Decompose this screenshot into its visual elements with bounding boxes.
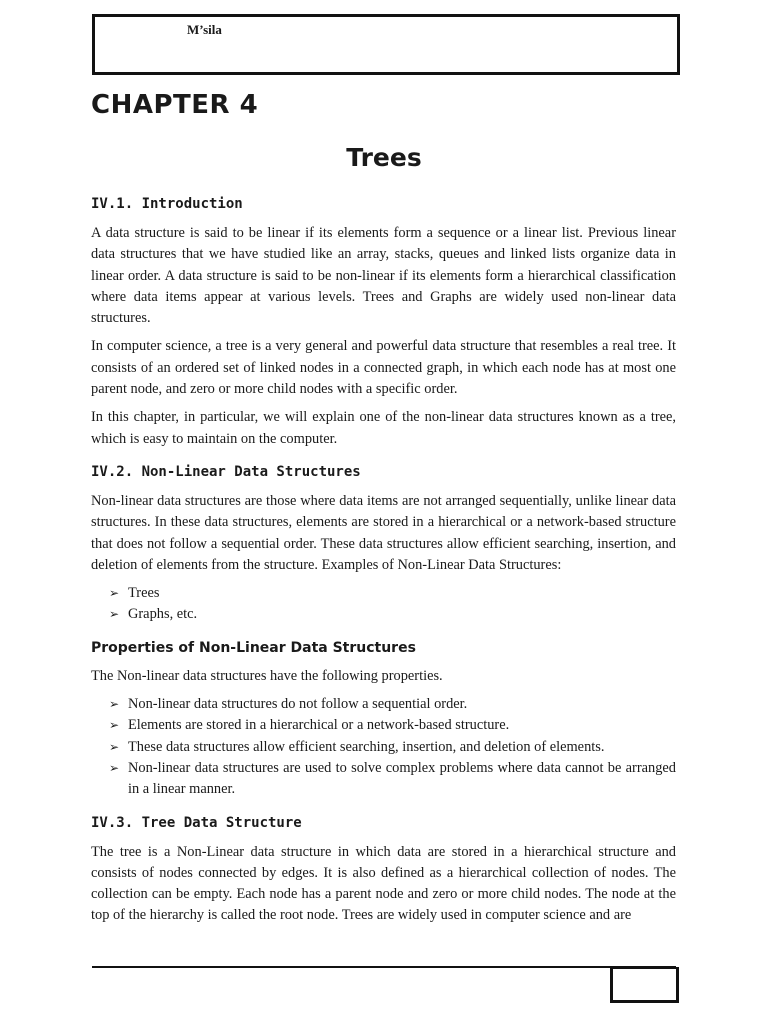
page-title: Trees	[346, 143, 422, 172]
intro-paragraph-1: A data structure is said to be linear if its elements form a sequence or a linear list. Previous linear data structures that we have studied like an array, stacks, queues and linked lists organize data in linear order. A data structure is said to be non-linear if its elements form a hierarchical classification where data items appear at various levels. Trees and Graphs are widely used non-linear data structures.	[91, 225, 676, 327]
subsection-heading-properties: Properties of Non-Linear Data Structures	[91, 639, 416, 656]
page-number-box	[610, 967, 679, 1003]
intro-paragraph-2: In computer science, a tree is a very general and powerful data structure that resembles a real tree. It consists of an ordered set of linked nodes in a connected graph, in which each node has at most one parent node, and zero or more child nodes with a specific order.	[91, 338, 676, 398]
tree-paragraph: The tree is a Non-Linear data structure in which data are stored in a hierarchical structure and consists of nodes connected by edges. It is also defined as a hierarchical collection of nodes. The collection can be empty. Each node has a parent node and zero or more child nodes. The node at the top of the hierarchy is called the root node. Trees are widely used in computer science and are	[91, 843, 676, 924]
list-item: ➢ Graphs, etc.	[91, 604, 676, 625]
document-body	[91, 196, 676, 934]
header-institution: M’sila	[187, 22, 222, 37]
properties-intro: The Non-linear data structures have the following properties.	[91, 667, 443, 684]
header-box	[92, 14, 680, 75]
arrow-bullet-icon: ➢	[109, 697, 120, 712]
arrow-bullet-icon: ➢	[109, 718, 120, 733]
section-heading-tree: IV.3. Tree Data Structure	[91, 814, 302, 831]
examples-list	[91, 583, 676, 626]
section-heading-introduction: IV.1. Introduction	[91, 196, 243, 212]
properties-list	[91, 694, 676, 800]
list-item: ➢ Elements are stored in a hierarchical or a network-based structure.	[91, 715, 676, 736]
list-item: ➢ Non-linear data structures are used to solve complex problems where data cannot be arranged in a linear manner.	[109, 759, 676, 798]
chapter-heading: CHAPTER 4	[91, 90, 259, 120]
arrow-bullet-icon: ➢	[109, 739, 120, 754]
arrow-bullet-icon: ➢	[109, 586, 120, 601]
arrow-bullet-icon: ➢	[109, 607, 120, 622]
list-item: ➢ Trees	[91, 583, 676, 604]
footer-rule	[92, 966, 676, 968]
list-item: ➢ Non-linear data structures do not follow a sequential order.	[91, 694, 676, 715]
list-item: ➢ These data structures allow efficient searching, insertion, and deletion of elements.	[91, 737, 676, 758]
arrow-bullet-icon: ➢	[109, 760, 120, 775]
intro-paragraph-3: In this chapter, in particular, we will explain one of the non-linear data structures known as a tree, which is easy to maintain on the computer.	[91, 409, 676, 447]
section-heading-nonlinear: IV.2. Non-Linear Data Structures	[91, 463, 361, 480]
nonlinear-paragraph: Non-linear data structures are those where data items are not arranged sequentially, unlike linear data structures. In these data structures, elements are stored in a hierarchical or a network-based structure that does not follow a sequential order. These data structures allow efficient searching, insertion, and deletion of elements from the structure. Examples of Non-Linear Data Structures:	[91, 492, 676, 573]
